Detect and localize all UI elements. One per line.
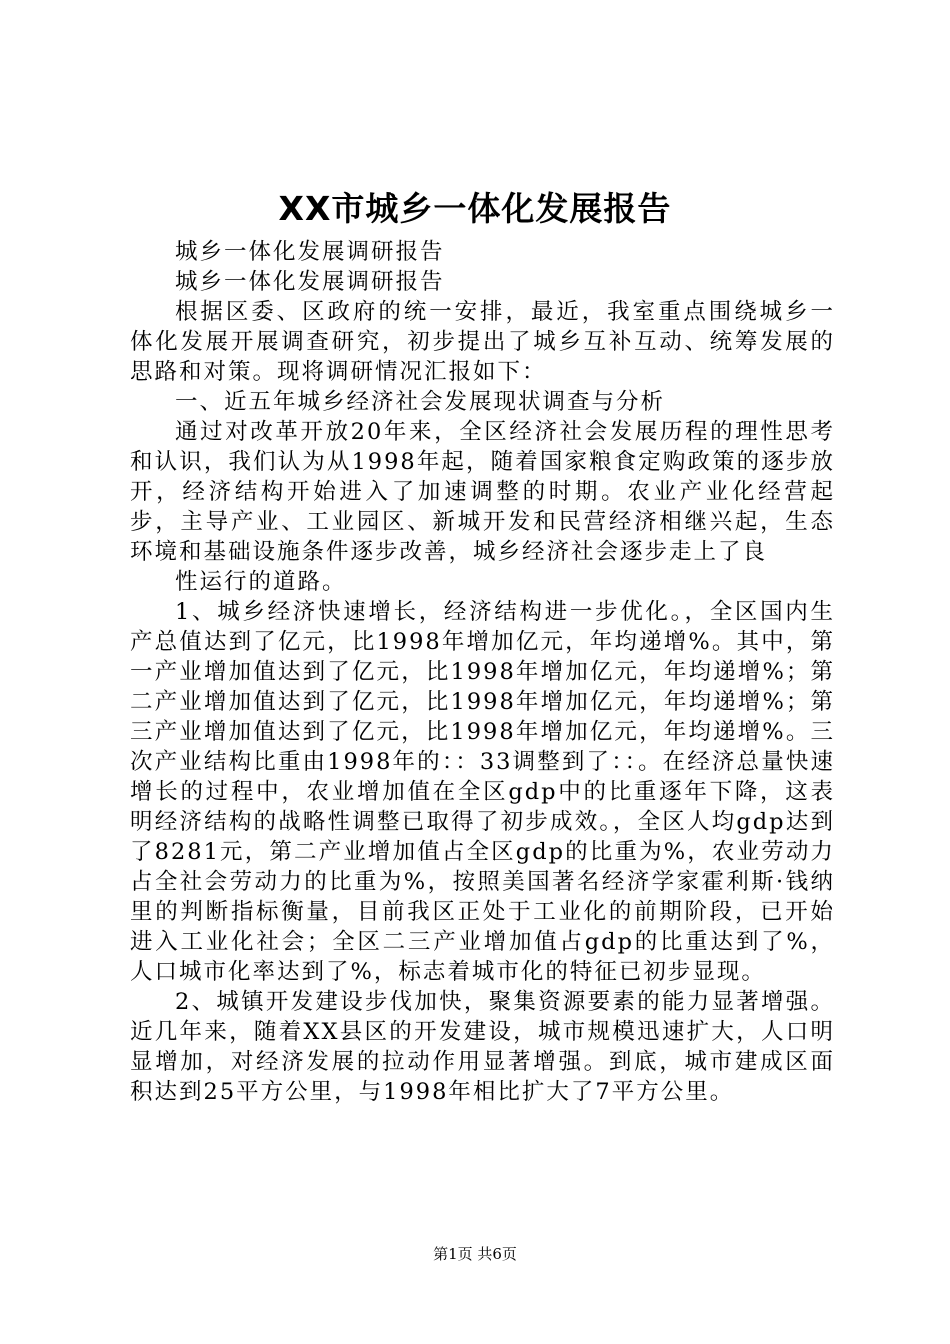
paragraph-subtitle-2: 城乡一体化发展调研报告 <box>175 269 445 295</box>
paragraph-point-1: 1、城乡经济快速增长，经济结构进一步优化。，全区国内生产总值达到了亿元，比1998年增加亿元，年均递增%。其中，第一产业增加值达到了亿元，比1998年增加亿元，年均递增%；第二产业增加值达到了亿元，比1998年增加亿元，年均递增%；第三产业增加值达到了亿元，比1998年增加亿元，年均递增%。三次产业结构比重由1998年的：：33调整到了：：。在经济总量快速增长的过程中，农业增加值在全区gdp中的比重逐年下降，这表明经济结构的战略性调整已取得了初步成效。，全区人均gdp达到了8281元，第二产业增加值占全区gdp的比重为%，农业劳动力占全社会劳动力的比重为%，按照美国著名经济学家霍利斯·钱纳里的判断指标衡量，目前我区正处于工业化的前期阶段，已开始进入工业化社会；全区二三产业增加值占gdp的比重达到了%，人口城市化率达到了%，标志着城市化的特征已初步显现。 <box>130 599 835 985</box>
paragraph-point-2: 2、城镇开发建设步伐加快，聚集资源要素的能力显著增强。近几年来，随着XX县区的开发建设，城市规模迅速扩大，人口明显增加，对经济发展的拉动作用显著增强。到底，城市建成区面积达到25平方公里，与1998年相比扩大了7平方公里。 <box>130 989 835 1105</box>
section-heading-1: 一、近五年城乡经济社会发展现状调查与分析 <box>175 389 666 415</box>
paragraph-subtitle-1: 城乡一体化发展调研报告 <box>175 239 445 265</box>
paragraph-overview: 通过对改革开放20年来，全区经济社会发展历程的理性思考和认识，我们认为从1998年起，随着国家粮食定购政策的逐步放开，经济结构开始进入了加速调整的时期。农业产业化经营起步，主导产业、工业园区、新城开发和民营经济相继兴起，生态环境和基础设施条件逐步改善，城乡经济社会逐步走上了良 <box>130 419 835 565</box>
document-title: XX市城乡一体化发展报告 <box>278 189 672 228</box>
document-body <box>130 237 835 1107</box>
paragraph-continuation: 性运行的道路。 <box>175 569 347 595</box>
paragraph-intro: 根据区委、区政府的统一安排，最近，我室重点围绕城乡一体化发展开展调查研究，初步提出了城乡互补互动、统筹发展的思路和对策。现将调研情况汇报如下： <box>130 299 835 385</box>
page-number-footer: 第1页 共6页 <box>433 1245 517 1263</box>
